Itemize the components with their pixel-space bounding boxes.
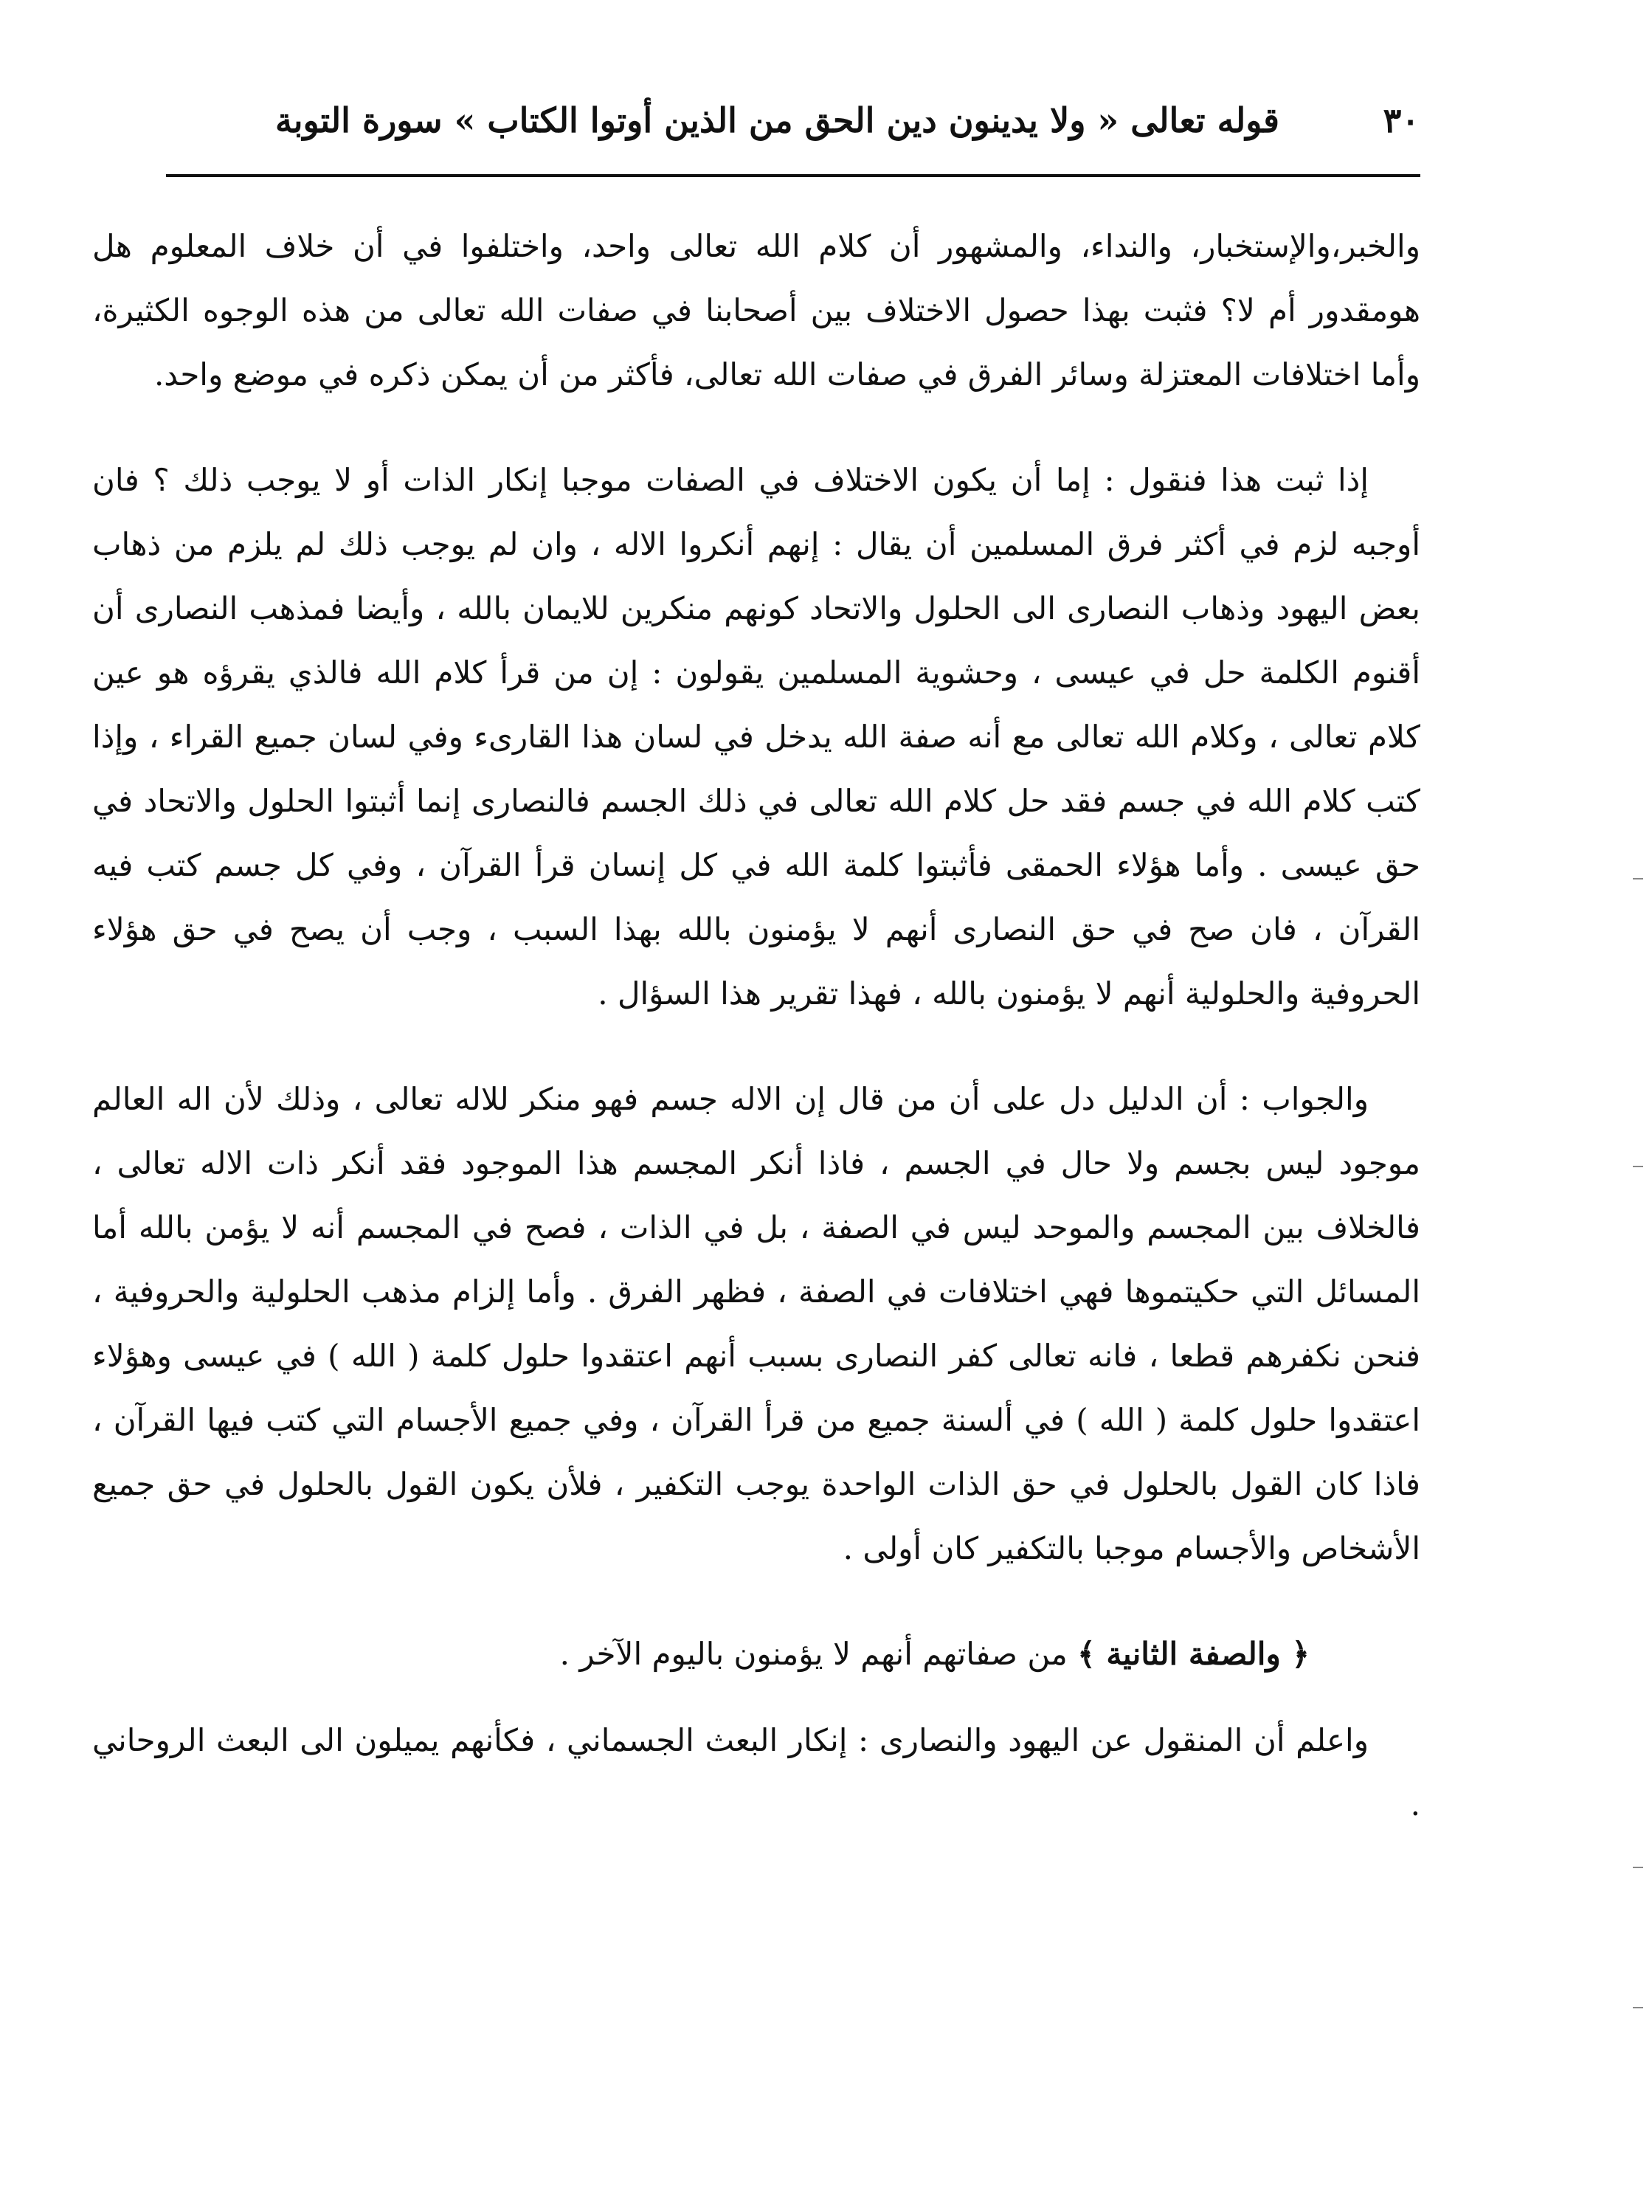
scan-margin-mark <box>1633 2007 1643 2008</box>
paragraph-gap <box>92 1686 1420 1708</box>
page-header <box>162 87 1420 161</box>
section-heading-line <box>92 1622 1420 1686</box>
paragraph-4: واعلم أن المنقول عن اليهود والنصارى : إنكار البعث الجسماني ، فكأنهم يميلون الى البعث الروحاني . <box>92 1722 1420 1822</box>
paragraph-gap <box>92 407 1420 448</box>
section-heading: ﴿ والصفة الثانية ﴾ <box>1077 1636 1310 1672</box>
header-divider <box>166 174 1420 177</box>
paragraph-2: إذا ثبت هذا فنقول : إما أن يكون الاختلاف في الصفات موجبا إنكار الذات أو لا يوجب ذلك ؟ فان أوجبه لزم في أكثر فرق المسلمين أن يقال : إنهم أنكروا الاله ، وان لم يوجب ذلك لم يلزم من ذهاب بعض اليهود وذهاب النصارى الى الحلول والاتحاد كونهم منكرين للايمان بالله ، وأيضا فمذهب النصارى أن أقنوم الكلمة حل في عيسى ، وحشوية المسلمين يقولون : إن من قرأ كلام الله فالذي يقرؤه هو عين كلام تعالى ، وكلام الله تعالى مع أنه صفة الله يدخل في لسان هذا القارىء وفي لسان جميع القراء ، وإذا كتب كلام الله في جسم فقد حل كلام الله تعالى في ذلك الجسم فالنصارى إنما أثبتوا الحلول والاتحاد في حق عيسى . وأما هؤلاء الحمقى فأثبتوا كلمة الله في كل إنسان قرأ القرآن ، وفي كل جسم كتب فيه القرآن ، فان صح في حق النصارى أنهم لا يؤمنون بالله بهذا السبب ، وجب أن يصح في حق هؤلاء الحروفية والحلولية أنهم لا يؤمنون بالله ، فهذا تقرير هذا السؤال . <box>92 462 1420 1012</box>
paragraph-1: والخبر،والإستخبار، والنداء، والمشهور أن كلام الله تعالى واحد، واختلفوا في أن خلاف المعلوم هل هومقدور أم لا؟ فثبت بهذا حصول الاختلاف بين أصحابنا في صفات الله تعالى من هذه الوجوه الكثيرة، وأما اختلافات المعتزلة وسائر الفرق في صفات الله تعالى، فأكثر من أن يمكن ذكره في موضع واحد. <box>92 228 1420 393</box>
paragraph-gap <box>92 1580 1420 1622</box>
section-heading-text: من صفاتهم أنهم لا يؤمنون باليوم الآخر . <box>559 1636 1078 1672</box>
scan-margin-mark <box>1633 1867 1643 1868</box>
paragraph-3: والجواب : أن الدليل دل على أن من قال إن الاله جسم فهو منكر للاله تعالى ، وذلك لأن اله العالم موجود ليس بجسم ولا حال في الجسم ، فاذا أنكر المجسم هذا الموجود فقد أنكر ذات الاله تعالى ، فالخلاف بين المجسم والموحد ليس في الصفة ، بل في الذات ، فصح في المجسم أنه لا يؤمن بالله أما المسائل التي حكيتموها فهي اختلافات في الصفة ، فظهر الفرق . وأما إلزام مذهب الحلولية والحروفية ، فنحن نكفرهم قطعا ، فانه تعالى كفر النصارى بسبب أنهم اعتقدوا حلول كلمة ( الله ) في عيسى وهؤلاء اعتقدوا حلول كلمة ( الله ) في ألسنة جميع من قرأ القرآن ، وفي جميع الأجسام التي كتب فيها القرآن ، فاذا كان القول بالحلول في حق الذات الواحدة يوجب التكفير ، فلأن يكون القول بالحلول في حق جميع الأشخاص والأجسام موجبا بالتكفير كان أولى . <box>92 1081 1420 1566</box>
scan-margin-mark <box>1633 878 1643 879</box>
body-text <box>92 214 1420 1836</box>
scan-margin-mark <box>1633 1166 1643 1167</box>
page-number: ٣٠ <box>1383 100 1420 140</box>
running-title: قوله تعالى « ولا يدينون دين الحق من الذين أوتوا الكتاب » سورة التوبة <box>275 100 1279 140</box>
paragraph-gap <box>92 1026 1420 1067</box>
